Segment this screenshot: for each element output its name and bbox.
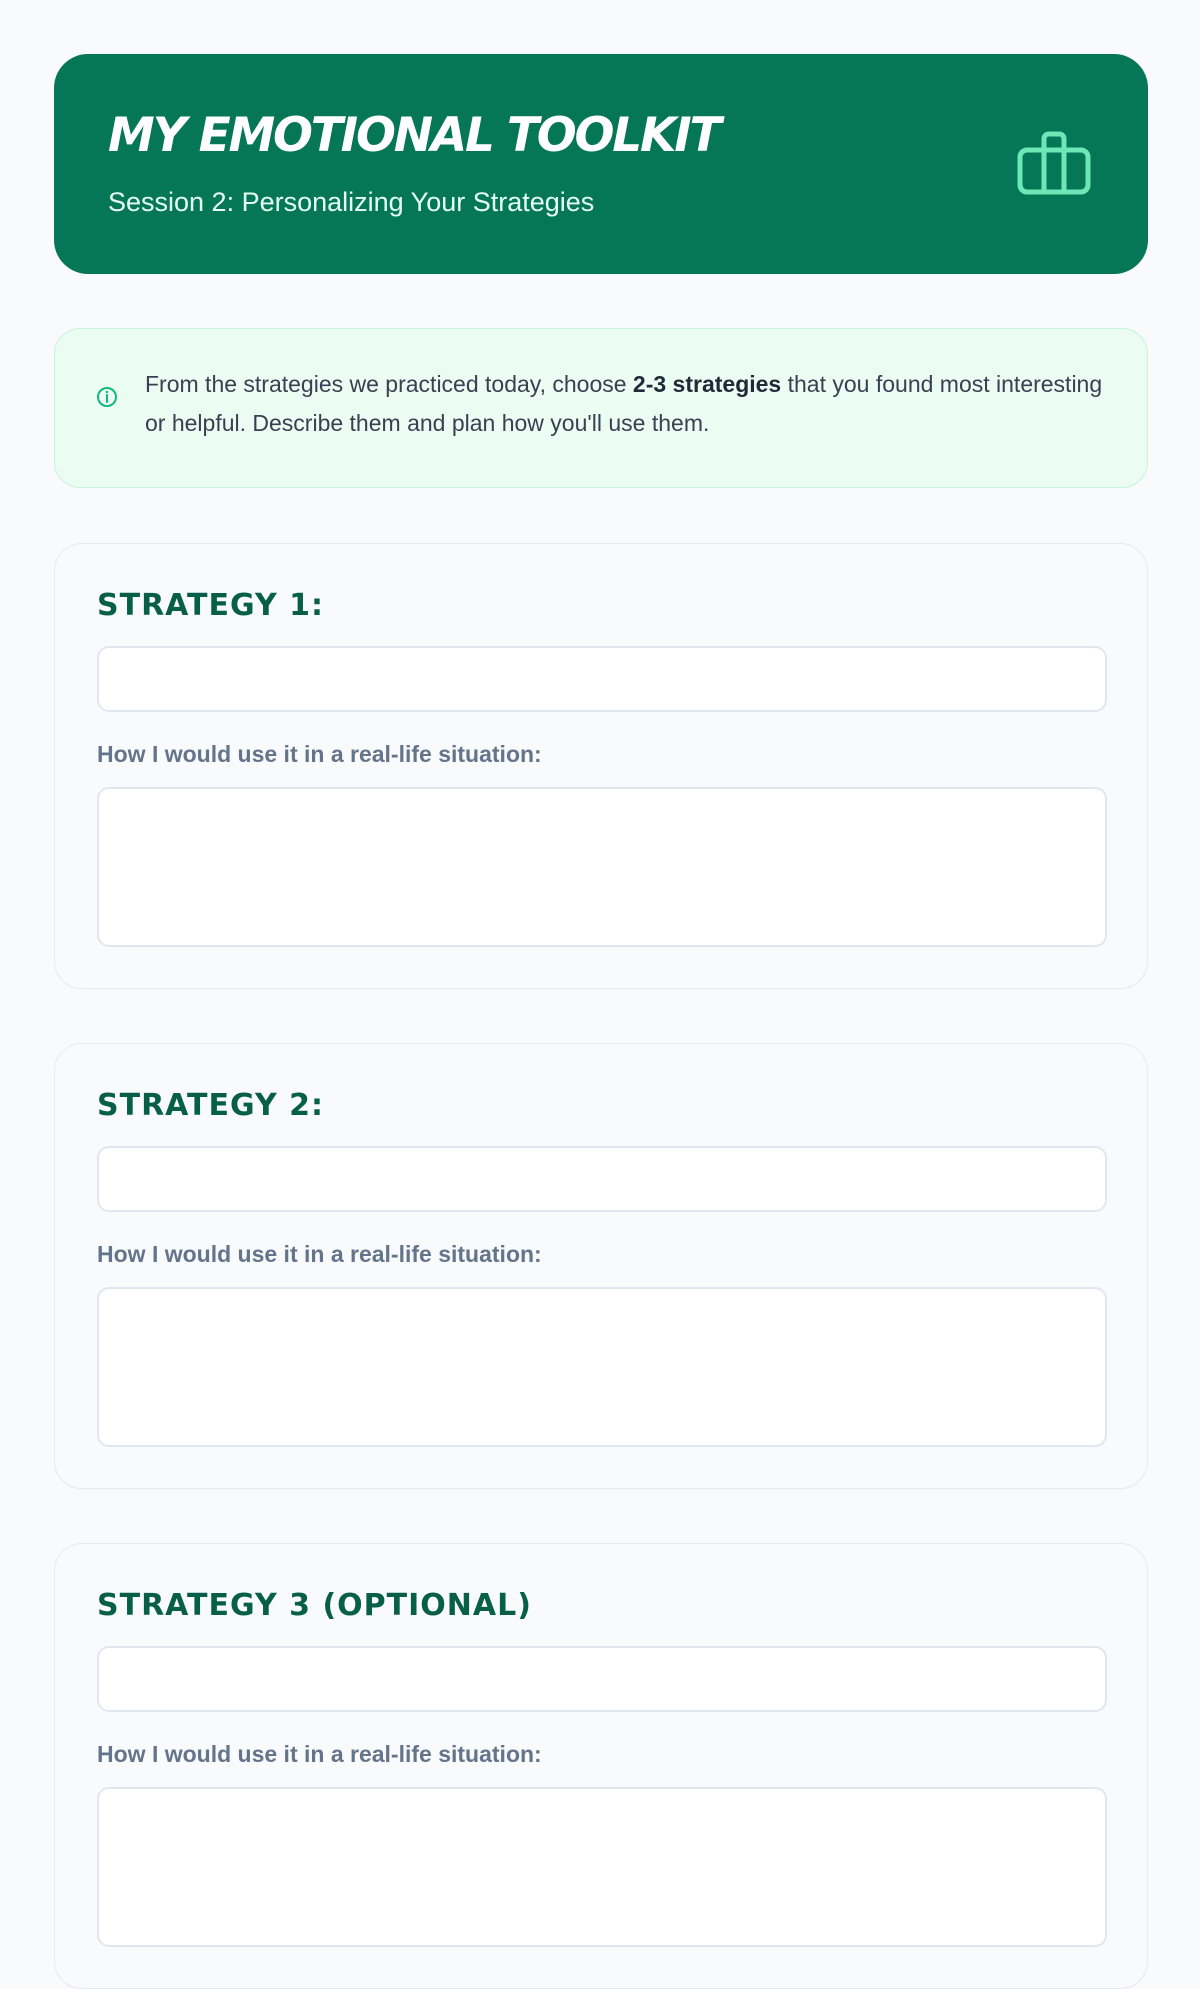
strategy-1-usage-label: How I would use it in a real-life situation:	[97, 741, 542, 767]
strategy-1-usage-textarea[interactable]	[97, 787, 1107, 947]
strategy-3-input[interactable]	[97, 1646, 1107, 1712]
strategy-2-usage-label: How I would use it in a real-life situation:	[97, 1241, 542, 1267]
instructions-text	[145, 365, 1105, 443]
strategy-3-usage-textarea[interactable]	[97, 1787, 1107, 1947]
session-subtitle: Session 2: Personalizing Your Strategies	[108, 187, 595, 217]
strategy-2-usage-textarea[interactable]	[97, 1287, 1107, 1447]
strategy-1-title: STRATEGY 1:	[97, 588, 325, 623]
instructions-text-after: that you found most interesting or helpful. Describe them and plan how you'll use them.	[145, 371, 1103, 436]
strategy-1-input[interactable]	[97, 646, 1107, 712]
instructions-text-before: From the strategies we practiced today, choose	[145, 371, 633, 397]
page-title: MY EMOTIONAL TOOLKIT	[108, 108, 720, 163]
strategy-3-title: STRATEGY 3 (OPTIONAL)	[97, 1588, 532, 1623]
strategy-2-title: STRATEGY 2:	[97, 1088, 325, 1123]
instructions-highlight: 2-3 strategies	[632, 371, 782, 397]
toolkit-header	[54, 54, 1148, 274]
strategy-card-1	[54, 543, 1148, 989]
info-circle-icon	[95, 385, 119, 409]
instructions-box	[54, 328, 1148, 488]
strategy-2-input[interactable]	[97, 1146, 1107, 1212]
strategy-3-usage-label: How I would use it in a real-life situation:	[97, 1741, 542, 1767]
briefcase-icon	[1016, 128, 1092, 198]
strategy-card-2	[54, 1043, 1148, 1489]
strategy-card-3	[54, 1543, 1148, 1989]
